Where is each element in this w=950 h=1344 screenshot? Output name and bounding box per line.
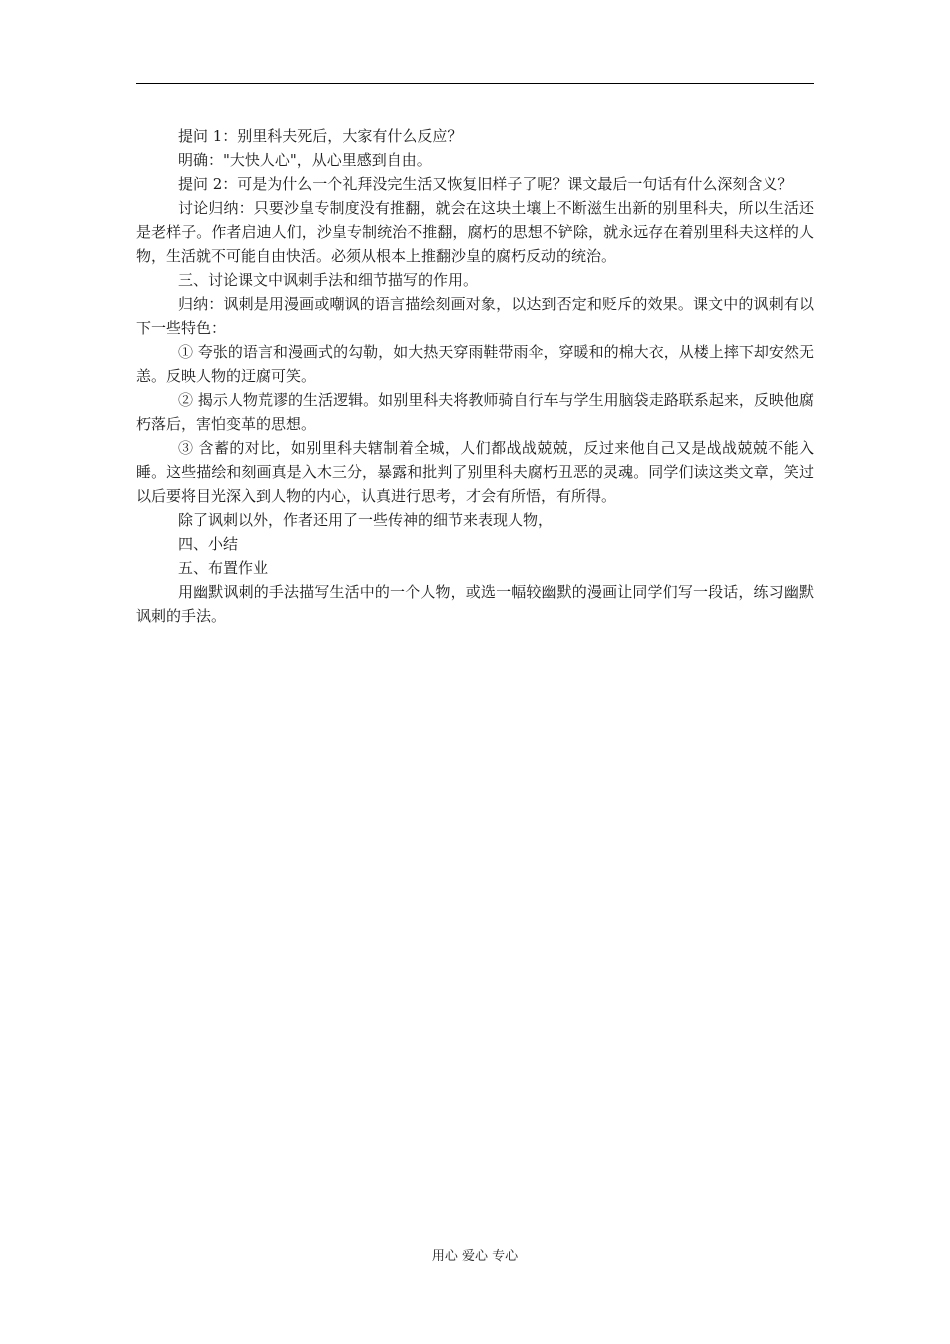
discussion-summary: 讨论归纳：只要沙皇专制度没有推翻，就会在这块土壤上不断滋生出新的别里科夫，所以生活还是老样子。作者启迪人们，沙皇专制统治不推翻，腐朽的思想不铲除，就永远存在着别里科夫这样的人物，生活就不可能自由快活。必须从根本上推翻沙皇的腐朽反动的统治。 <box>136 199 814 265</box>
satire-point-3: ③ 含蓄的对比，如别里科夫辖制着全城，人们都战战兢兢，反过来他自己又是战战兢兢不能入睡。这些描绘和刻画真是入木三分，暴露和批判了别里科夫腐朽丑恶的灵魂。同学们读这类文章，笑过以后要将目光深入到人物的内心，认真进行思考，才会有所悟，有所得。 <box>136 439 814 505</box>
page-footer: 用心 爱心 专心 <box>431 1249 519 1264</box>
question-1: 提问 1：别里科夫死后，大家有什么反应？ <box>178 127 463 145</box>
document-body <box>136 124 814 628</box>
section-4-heading: 四、小结 <box>178 535 239 553</box>
question-2: 提问 2：可是为什么一个礼拜没完生活又恢复旧样子了呢？课文最后一句话有什么深刻含义？ <box>178 175 793 193</box>
header-rule <box>136 83 814 84</box>
satire-point-1: ① 夸张的语言和漫画式的勾勒，如大热天穿雨鞋带雨伞，穿暖和的棉大衣，从楼上摔下却安然无恙。反映人物的迂腐可笑。 <box>136 343 814 385</box>
answer-1: 明确："大快人心"，从心里感到自由。 <box>178 151 432 169</box>
homework-text: 用幽默讽刺的手法描写生活中的一个人物，或选一幅较幽默的漫画让同学们写一段话，练习幽默讽刺的手法。 <box>136 583 814 625</box>
section-3-heading: 三、讨论课文中讽刺手法和细节描写的作用。 <box>178 271 479 289</box>
detail-note: 除了讽刺以外，作者还用了一些传神的细节来表现人物， <box>178 511 554 529</box>
satire-summary: 归纳：讽刺是用漫画或嘲讽的语言描绘刻画对象，以达到否定和贬斥的效果。课文中的讽刺有以下一些特色： <box>136 295 814 337</box>
section-5-heading: 五、布置作业 <box>178 559 269 577</box>
satire-point-2: ② 揭示人物荒谬的生活逻辑。如别里科夫将教师骑自行车与学生用脑袋走路联系起来，反映他腐朽落后，害怕变革的思想。 <box>136 391 814 433</box>
